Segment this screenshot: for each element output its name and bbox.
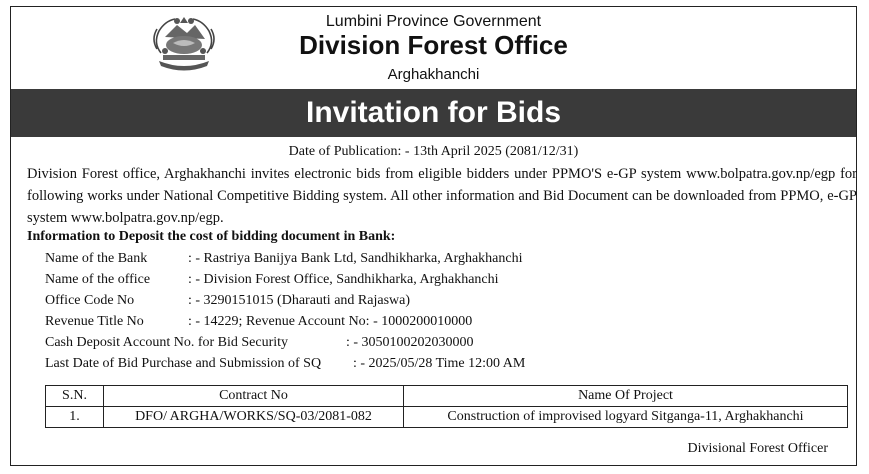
info-value: : - Rastriya Banijya Bank Ltd, Sandhikharka, Arghakhanchi [188, 251, 523, 266]
info-value: : - 2025/05/28 Time 12:00 AM [353, 356, 526, 371]
column-header-sn: S.N. [46, 386, 104, 407]
info-value: : - 3290151015 (Dharauti and Rajaswa) [188, 293, 410, 308]
table-header-row [46, 386, 848, 407]
cell-project: Construction of improvised logyard Sitganga-11, Arghakhanchi [404, 407, 848, 428]
column-header-project: Name Of Project [404, 386, 848, 407]
info-value: : - 14229; Revenue Account No: - 1000200010000 [188, 314, 473, 329]
info-label: Last Date of Bid Purchase and Submission of SQ [45, 356, 322, 371]
info-label: Cash Deposit Account No. for Bid Security [45, 335, 289, 350]
cell-contract-no: DFO/ ARGHA/WORKS/SQ-03/2081-082 [104, 407, 404, 428]
notice-title: Invitation for Bids [306, 96, 561, 129]
table-row [46, 407, 848, 428]
notice-frame [10, 6, 857, 466]
info-value: : - 3050100202030000 [346, 335, 474, 350]
info-label: Name of the office [45, 272, 151, 287]
info-value: : - Division Forest Office, Sandhikharka, Arghakhanchi [188, 272, 499, 287]
bids-table [45, 385, 848, 428]
office-location: Arghakhanchi [387, 66, 480, 83]
province-name: Lumbini Province Government [325, 13, 542, 30]
signatory-title: Divisional Forest Officer [687, 441, 828, 456]
bank-info-heading: Information to Deposit the cost of bidding document in Bank: [27, 229, 396, 244]
invitation-paragraph: Division Forest office, Arghakhanchi invites electronic bids from eligible bidders under PPMO'S e-GP system www.bolpatra.gov.np/egp for following works under National Competitive Bidding system. All other information and Bid Document can be downloaded from PPMO, e-GP system www.bolpatra.gov.np/egp. [27, 166, 857, 226]
notice-title-banner [11, 89, 856, 137]
office-name: Division Forest Office [299, 30, 568, 60]
info-label: Revenue Title No [45, 314, 144, 329]
info-label: Office Code No [45, 293, 135, 308]
cell-sn: 1. [46, 407, 104, 428]
publication-date: Date of Publication: - 13th April 2025 (2081/12/31) [288, 144, 579, 159]
column-header-contract-no: Contract No [104, 386, 404, 407]
info-label: Name of the Bank [45, 251, 148, 266]
